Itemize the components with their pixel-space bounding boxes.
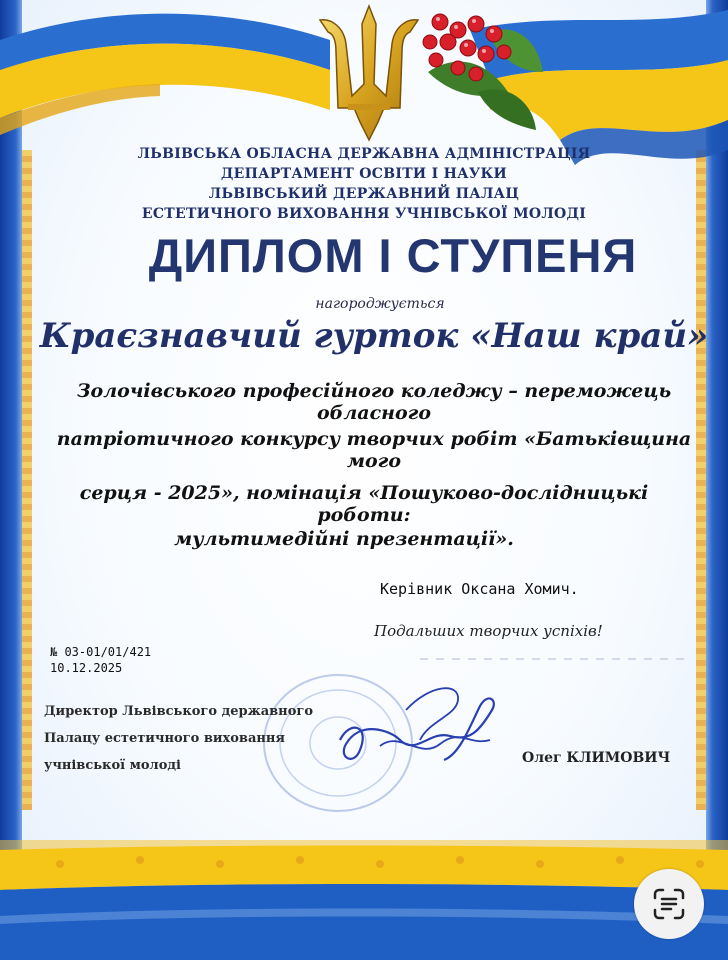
bottom-flag-ribbon: [0, 820, 728, 960]
scan-text-icon: [651, 886, 687, 922]
scan-text-button[interactable]: [634, 869, 704, 939]
header-line-2: ДЕПАРТАМЕНТ ОСВІТИ І НАУКИ: [220, 166, 508, 182]
divider: [420, 658, 690, 660]
citation-line-1: Золочівського професійного коледжу – переможець обласного: [76, 380, 672, 424]
signature: [320, 670, 520, 790]
trident-icon: [314, 4, 424, 144]
director-title-line-2: Палацу естетичного виховання: [44, 731, 286, 746]
header-line-3: ЛЬВІВСЬКИЙ ДЕРЖАВНИЙ ПАЛАЦ: [208, 186, 520, 202]
citation-line-2: патріотичного конкурсу творчих робіт «Батьківщина мого: [56, 428, 692, 472]
header-line-4: ЕСТЕТИЧНОГО ВИХОВАННЯ УЧНІВСЬКОЇ МОЛОДІ: [141, 206, 587, 222]
citation-line-3: серця - 2025», номінація «Пошуково-дослідницькі роботи:: [79, 482, 649, 526]
director-name: Олег КЛИМОВИЧ: [522, 750, 671, 766]
document-number: № 03-01/01/421: [50, 645, 152, 659]
director-title: [44, 698, 313, 779]
document-reference: [50, 644, 151, 676]
awarded-label: нагороджується: [315, 296, 445, 312]
wishes-text: Подальших творчих успіхів!: [374, 622, 603, 640]
leader-name: Керівник Оксана Хомич.: [380, 580, 579, 598]
diploma-title: ДИПЛОМ І СТУПЕНЯ: [148, 229, 638, 282]
director-title-line-1: Директор Львівського державного: [44, 704, 314, 719]
citation-line-4: мультимедійні презентації».: [174, 528, 514, 550]
director-title-line-3: учнівської молоді: [44, 758, 181, 773]
document-date: 10.12.2025: [50, 661, 123, 675]
recipient-name: Краєзнавчий гурток «Наш край»: [39, 316, 709, 356]
header-line-1: ЛЬВІВСЬКА ОБЛАСНА ДЕРЖАВНА АДМІНІСТРАЦІЯ: [137, 146, 591, 162]
viburnum-berries-icon: [418, 12, 548, 132]
